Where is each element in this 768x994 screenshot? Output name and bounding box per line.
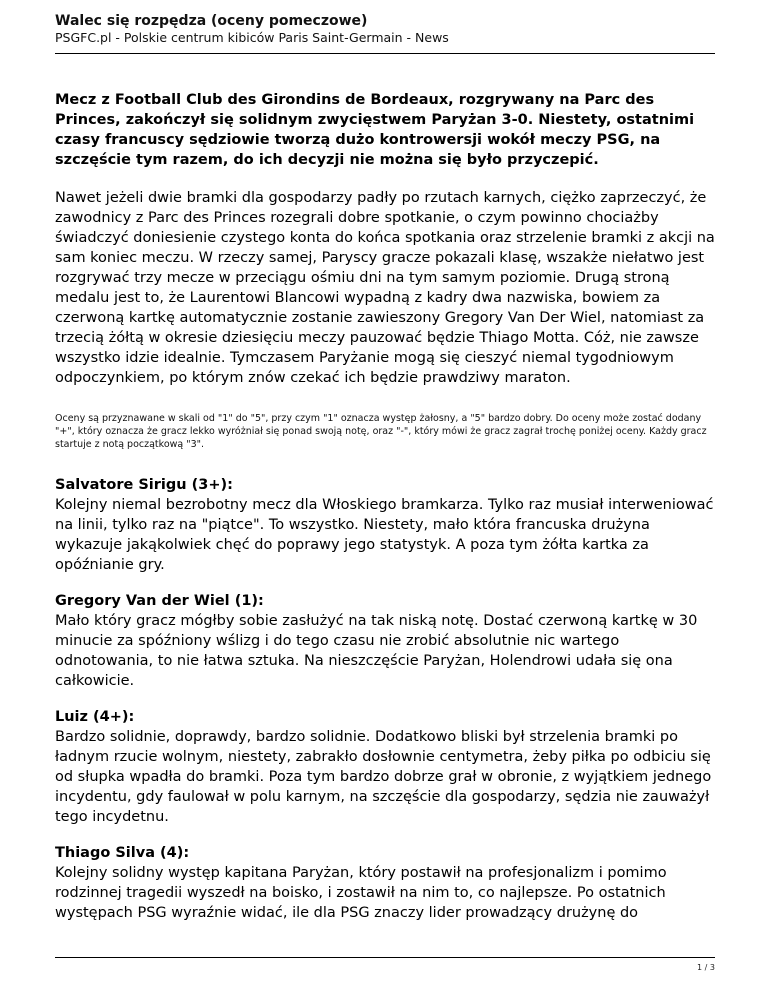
player-rating bbox=[55, 475, 715, 575]
player-comment: Kolejny niemal bezrobotny mecz dla Włoskiego bramkarza. Tylko raz musiał interweniować na linii, tylko raz na "piątce". To wszystko. Niestety, mało która francuska drużyna wykazuje jakąkolwiek chęć do poprawy jego statystyk. A poza tym żółta kartka za opóźnianie gry. bbox=[55, 497, 714, 573]
article-lead: Mecz z Football Club des Girondins de Bordeaux, rozgrywany na Parc des Princes, zakończył się solidnym zwycięstwem Paryżan 3-0. Niestety, ostatnimi czasy francuscy sędziowie tworzą dużo kontrowersji wokół meczy PSG, na szczęście tym razem, do ich decyzji nie można się było przyczepić. bbox=[55, 92, 695, 168]
footer-divider bbox=[55, 957, 715, 958]
player-rating bbox=[55, 591, 715, 691]
rating-note: Oceny są przyznawane w skali od "1" do "5", przy czym "1" oznacza występ żałosny, a "5" bardzo dobry. Do oceny może zostać dodany "+", który oznacza że gracz lekko wyróżniał się ponad swoją notę, oraz "-", który mówi że gracz zagrał trochę poniżej oceny. Każdy gracz startuje z notą początkową "3". bbox=[55, 413, 707, 450]
player-comment: Bardzo solidnie, doprawdy, bardzo solidnie. Dodatkowo bliski był strzelenia bramki po ładnym rzucie wolnym, niestety, zabrakło dosłownie centymetra, żeby piłka po odbiciu się od słupka wpadła do bramki. Poza tym bardzo dobrze grał w obronie, z wyjątkiem jednego incydentu, gdy faulował w polu karnym, na szczęście dla gospodarzy, sędzia nie zauważył tego incydetnu. bbox=[55, 729, 712, 825]
page-number: 1 / 3 bbox=[697, 963, 715, 972]
player-name: Salvatore Sirigu (3+): bbox=[55, 477, 233, 493]
player-name: Gregory Van der Wiel (1): bbox=[55, 593, 264, 609]
page-header bbox=[55, 12, 715, 46]
article-body: Nawet jeżeli dwie bramki dla gospodarzy padły po rzutach karnych, ciężko zaprzeczyć, że zawodnicy z Parc des Princes rozegrali dobre spotkanie, o czym powinno chociażby świadczyć doniesienie czystego konta do końca spotkania oraz strzelenie bramki z akcji na sam koniec meczu. W rzeczy samej, Paryscy gracze pokazali klasę, wszakże niełatwo jest rozgrywać trzy mecze w przeciągu ośmiu dni na tym samym poziomie. Drugą stroną medalu jest to, że Laurentowi Blancowi wypadną z kadry dwa nazwiska, bowiem za czerwoną kartkę automatycznie zostanie zawieszony Gregory Van Der Wiel, natomiast za trzecią żółtą w okresie dziesięciu meczy pauzować będzie Thiago Motta. Cóż, nie zawsze wszystko idzie idealnie. Tymczasem Paryżanie mogą się cieszyć niemal tygodniowym odpoczynkiem, po którym znów czekać ich będzie prawdziwy maraton. bbox=[55, 190, 715, 386]
document-title: Walec się rozpędza (oceny pomeczowe) bbox=[55, 13, 368, 29]
header-divider bbox=[55, 53, 715, 54]
player-name: Luiz (4+): bbox=[55, 709, 135, 725]
article bbox=[55, 90, 715, 939]
site-name: PSGFC.pl - Polskie centrum kibiców Paris Saint-Germain - News bbox=[55, 30, 449, 45]
player-name: Thiago Silva (4): bbox=[55, 845, 190, 861]
player-rating bbox=[55, 843, 715, 923]
player-comment: Mało który gracz mógłby sobie zasłużyć na tak niską notę. Dostać czerwoną kartkę w 30 minucie za spóźniony wślizg i do tego czasu nie zrobić absolutnie nic wartego odnotowania, to nie łatwa sztuka. Na nieszczęście Paryżan, Holendrowi udała się ona całkowicie. bbox=[55, 613, 698, 689]
player-comment: Kolejny solidny występ kapitana Paryżan, który postawił na profesjonalizm i pomimo rodzinnej tragedii wyszedł na boisko, i zostawił na nim to, co najlepsze. Po ostatnich występach PSG wyraźnie widać, ile dla PSG znaczy lider prowadzący drużynę do bbox=[55, 865, 667, 921]
player-rating bbox=[55, 707, 715, 827]
